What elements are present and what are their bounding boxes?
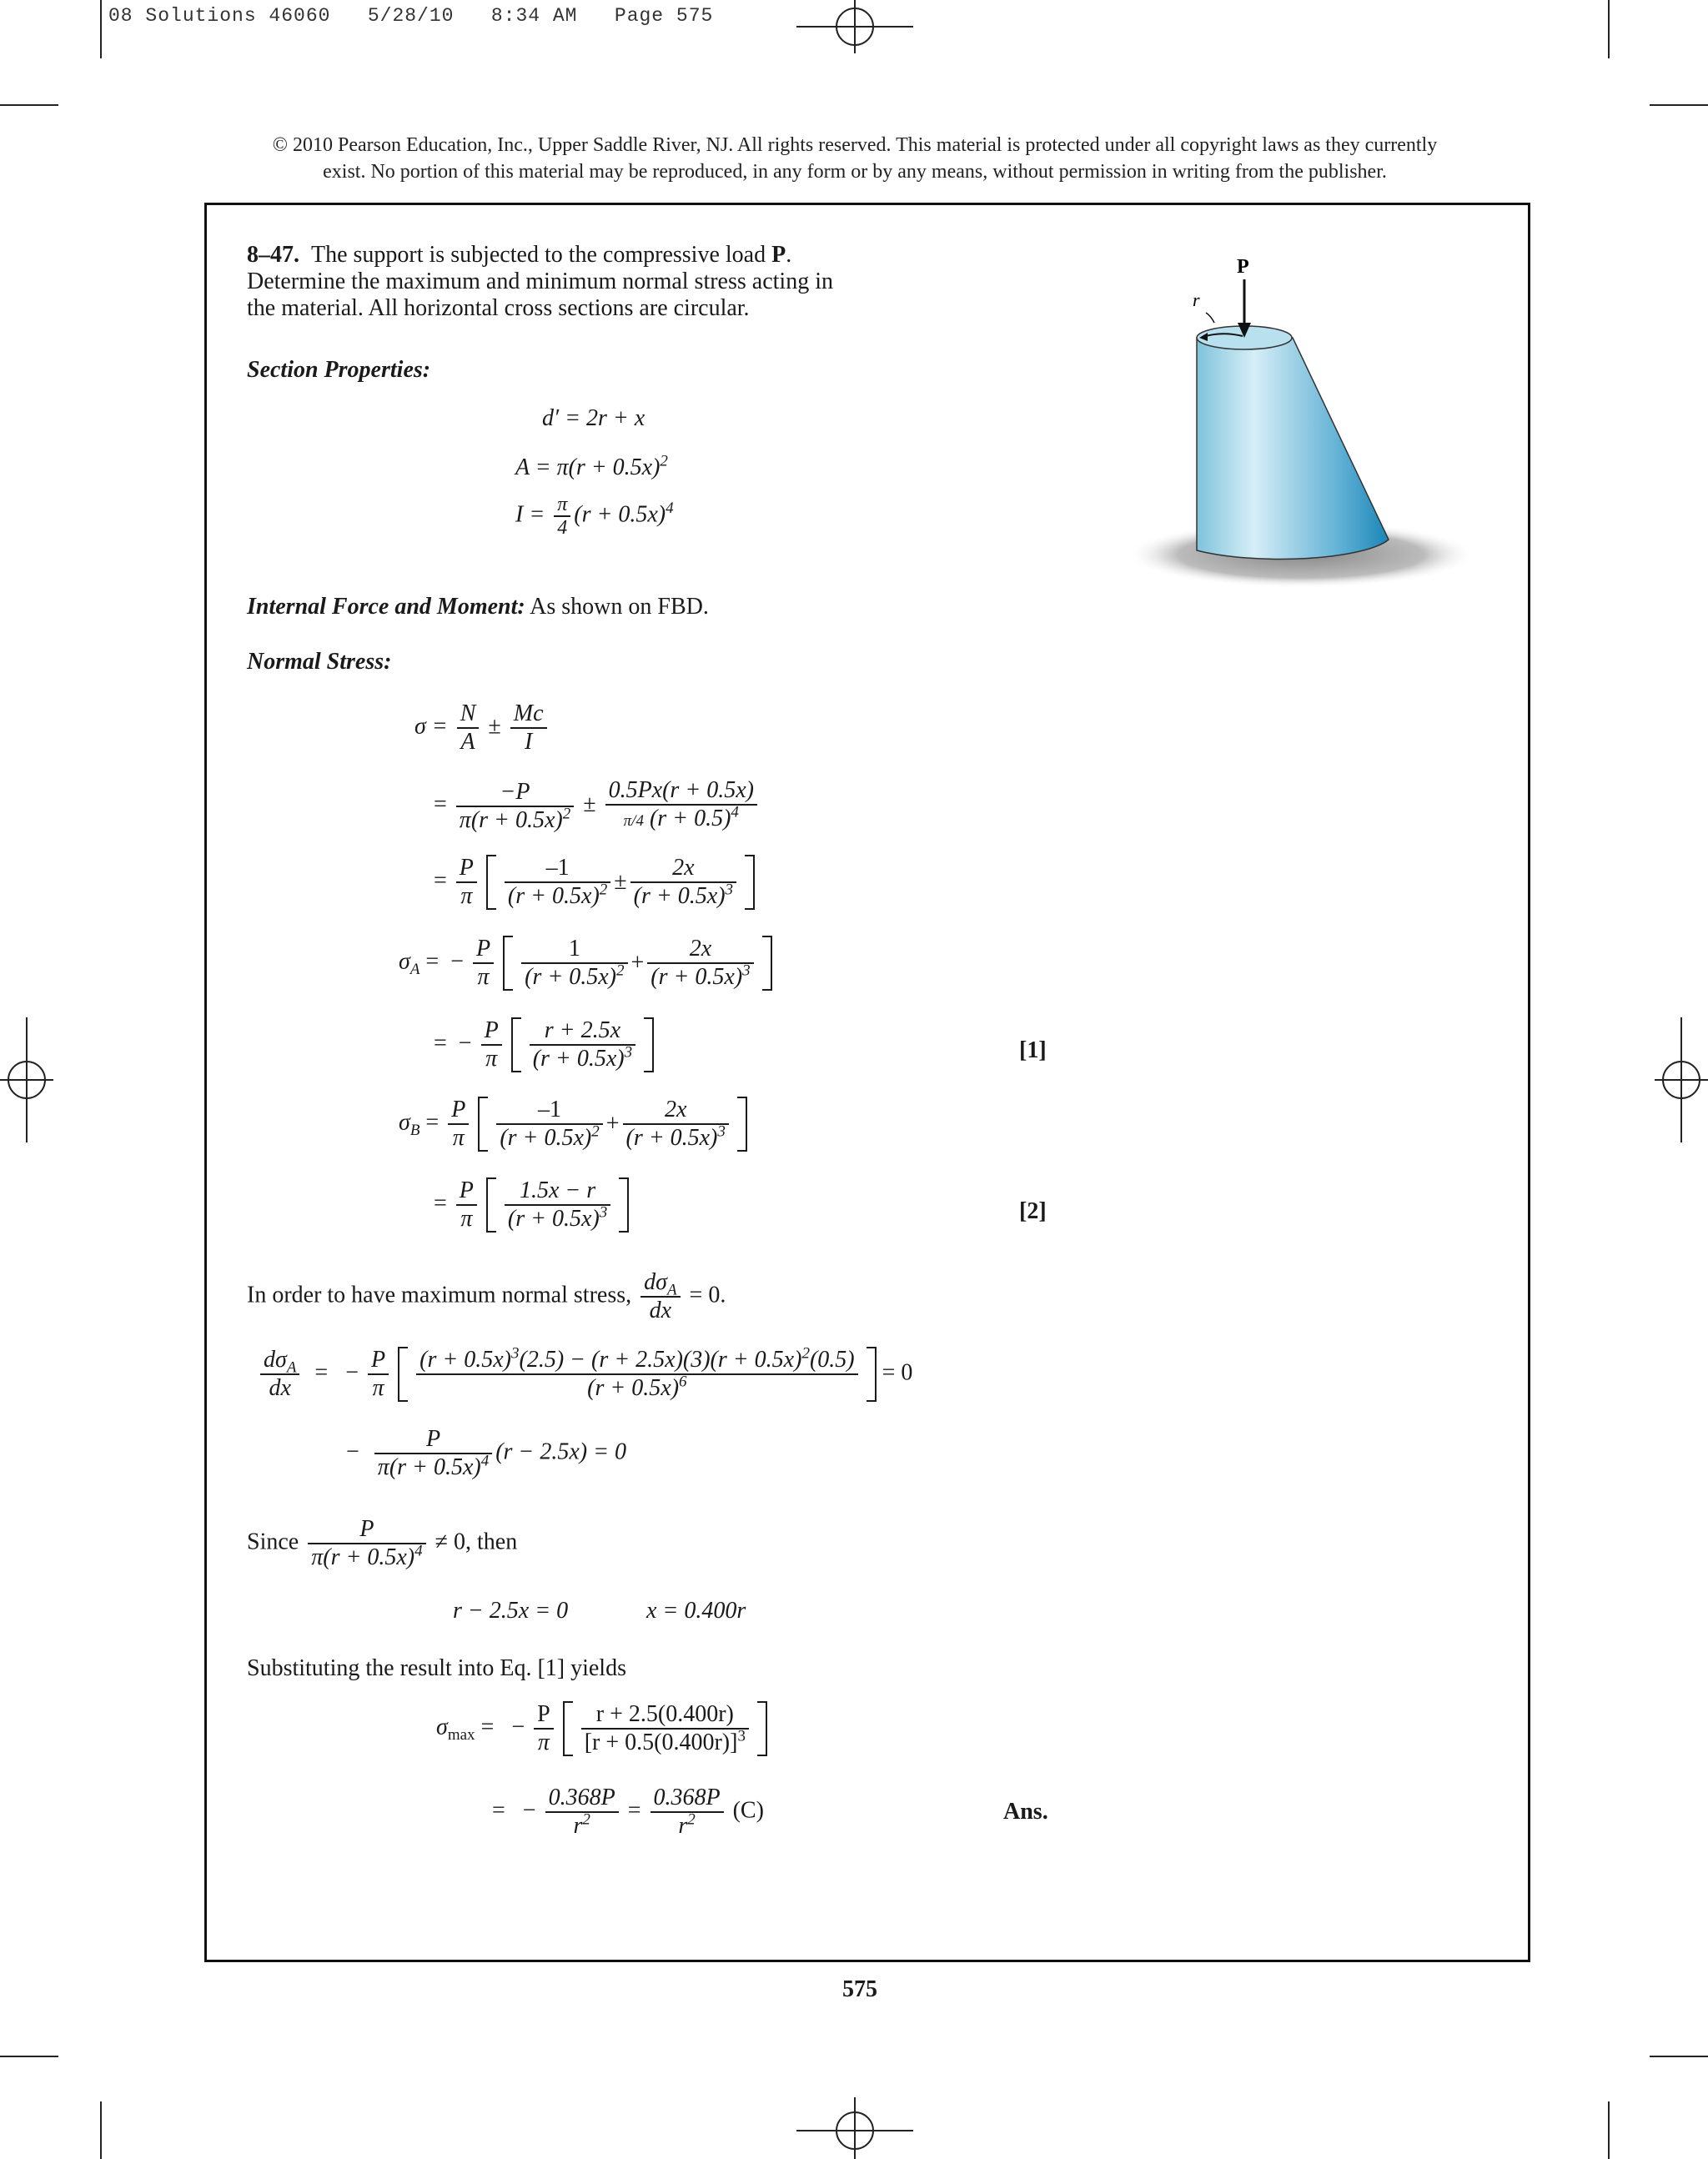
internal-force-text: As shown on FBD. xyxy=(525,594,709,620)
registration-mark xyxy=(1650,1017,1708,1142)
crop-mark xyxy=(1608,2101,1610,2159)
num-p: P xyxy=(473,936,494,964)
figure-radius-label: r xyxy=(1193,289,1200,310)
plus-minus: ± xyxy=(614,869,627,895)
num-p: P xyxy=(481,1017,502,1046)
problem-text-2: . Determine the maximum and minimum normal stress acting in the material. All horizontal cross sections are circular. xyxy=(247,242,833,321)
exponent: 2 xyxy=(660,452,668,470)
sub-a: A xyxy=(666,1281,677,1299)
den-pi: π xyxy=(485,1046,498,1072)
exponent: 2 xyxy=(599,881,608,899)
sub-a: A xyxy=(286,1358,297,1377)
result-num: 0.368P xyxy=(651,1785,724,1813)
exponent: 2 xyxy=(582,1810,590,1829)
sigma-b: σ xyxy=(399,1109,410,1136)
minus: − xyxy=(345,1359,359,1386)
equals: = xyxy=(627,1797,641,1824)
sub-b: B xyxy=(409,1122,420,1140)
equals: = xyxy=(434,1190,447,1217)
exponent: 3 xyxy=(742,962,751,980)
registration-mark xyxy=(796,0,913,58)
max-den: [r + 0.5(0.400r)] xyxy=(584,1730,738,1755)
eq-derivative-simplified xyxy=(346,1426,626,1481)
problem-statement xyxy=(247,242,847,322)
support-body xyxy=(1197,338,1389,559)
minus: − xyxy=(511,1714,525,1740)
sigma-a: σ xyxy=(399,948,410,975)
crop-mark xyxy=(1608,0,1610,58)
minus: − xyxy=(522,1797,536,1824)
exponent: 3 xyxy=(624,1043,633,1062)
minus: − xyxy=(458,1030,472,1057)
substitution-text: Substituting the result into Eq. [1] yields xyxy=(247,1655,626,1681)
exponent: 2 xyxy=(616,962,625,980)
support-figure xyxy=(1118,246,1484,596)
result-num: 0.368P xyxy=(545,1785,619,1813)
equation-number-1: [1] xyxy=(1019,1037,1047,1063)
crop-mark xyxy=(1650,104,1708,106)
long-num-b: (2.5) − (r + 2.5x)(3)(r + 0.5x) xyxy=(519,1347,802,1373)
problem-number: 8–47. xyxy=(247,242,299,268)
copyright-notice xyxy=(167,132,1543,185)
long-den: (r + 0.5x) xyxy=(587,1375,680,1401)
eq-sigma-substituted xyxy=(434,777,761,835)
den-pi: π xyxy=(537,1730,550,1755)
equals: = xyxy=(425,948,440,975)
d-sigma: dσ xyxy=(644,1269,667,1295)
crop-mark xyxy=(0,104,58,106)
eq-since xyxy=(247,1516,517,1571)
result-den: r xyxy=(573,1813,583,1839)
den-rp: (r + 0.5x) xyxy=(532,1046,625,1072)
crop-mark xyxy=(100,2101,102,2159)
den-inertia: (r + 0.5) xyxy=(649,806,731,831)
page-number: 575 xyxy=(842,1976,877,2002)
figure-load-label: P xyxy=(1237,256,1249,278)
den-rp: (r + 0.5x) xyxy=(525,964,616,990)
compression-label: (C) xyxy=(732,1797,764,1824)
section-properties-heading: Section Properties: xyxy=(247,357,431,383)
den-a: A xyxy=(460,729,475,755)
den-area: π(r + 0.5x) xyxy=(459,806,563,833)
dx: dx xyxy=(269,1375,291,1401)
eq-sigma-max-result xyxy=(492,1785,764,1840)
exponent: 6 xyxy=(679,1373,687,1391)
plus: + xyxy=(630,950,645,976)
sigma-max: σ xyxy=(436,1714,448,1740)
copyright-line-2: exist. No portion of this material may be reproduced, in any form or by any means, without permission in writing from the publisher. xyxy=(323,161,1387,183)
num-neg-p: −P xyxy=(456,779,574,807)
exponent: 4 xyxy=(480,1452,490,1470)
plus-minus: ± xyxy=(583,791,596,817)
equals: = xyxy=(434,1030,447,1057)
exponent: 4 xyxy=(666,500,674,518)
den-area: π(r + 0.5x) xyxy=(377,1454,481,1480)
den-pi: π xyxy=(372,1375,384,1401)
num-mc: Mc xyxy=(510,700,547,729)
problem-text-1: The support is subjected to the compressive load xyxy=(311,242,772,268)
sub-a: A xyxy=(409,961,420,979)
crop-mark xyxy=(0,2056,58,2057)
not-equal-text: ≠ 0, then xyxy=(435,1529,518,1555)
num-two-x: 2x xyxy=(630,855,736,883)
exponent: 2 xyxy=(562,805,571,823)
eq-area xyxy=(515,454,668,481)
equals: = xyxy=(314,1359,329,1386)
num-15x-r: 1.5x − r xyxy=(505,1177,610,1206)
inertia-rhs: (r + 0.5x) xyxy=(574,501,666,528)
num-n: N xyxy=(457,700,480,729)
den-pi: π xyxy=(460,1206,473,1232)
internal-force-heading: Internal Force and Moment: xyxy=(247,594,525,620)
den-rp: (r + 0.5x) xyxy=(507,883,600,909)
eq-inertia xyxy=(515,494,674,539)
normal-stress-heading: Normal Stress: xyxy=(247,649,392,675)
answer-label: Ans. xyxy=(1003,1799,1048,1825)
eq-sigma-a-simplified xyxy=(434,1017,654,1072)
eq-solve-2: x = 0.400r xyxy=(646,1598,746,1624)
exponent: 3 xyxy=(737,1727,746,1745)
long-num-c: (0.5) xyxy=(809,1347,855,1373)
num-two-x: 2x xyxy=(647,936,753,964)
equals: = xyxy=(434,791,447,817)
equation-number-2: [2] xyxy=(1019,1198,1047,1224)
num-two-x: 2x xyxy=(623,1097,729,1125)
internal-force-line xyxy=(247,594,709,620)
num-neg-one: –1 xyxy=(505,855,610,883)
inertia-num: π xyxy=(554,494,570,517)
long-num-a: (r + 0.5x) xyxy=(419,1347,511,1373)
crop-mark xyxy=(1650,2056,1708,2057)
eq-sigma-a xyxy=(399,936,772,991)
plus-minus: ± xyxy=(488,713,501,740)
num-neg-one: –1 xyxy=(496,1097,602,1125)
num-p: P xyxy=(374,1426,492,1454)
load-symbol: P xyxy=(771,242,786,268)
print-slug: 08 Solutions 46060 5/28/10 8:34 AM Page 575 xyxy=(108,5,714,27)
eq-sigma-general xyxy=(414,700,550,756)
num-p: P xyxy=(534,1701,554,1730)
eq-d-prime: d′ = 2r + x xyxy=(542,405,646,431)
d-sigma: dσ xyxy=(264,1347,287,1373)
minus: − xyxy=(346,1438,359,1465)
exponent: 2 xyxy=(591,1122,600,1141)
equals-zero: = 0. xyxy=(689,1282,726,1308)
derivative-intro: In order to have maximum normal stress, xyxy=(247,1282,632,1308)
dx: dx xyxy=(649,1298,672,1323)
num-p: P xyxy=(448,1097,469,1125)
copyright-line-1: © 2010 Pearson Education, Inc., Upper Saddle River, NJ. All rights reserved. This material is protected under all copyright laws as they currently xyxy=(272,134,1438,156)
equals-zero: = 0 xyxy=(882,1359,913,1386)
num-p: P xyxy=(308,1516,425,1544)
num-r-25x: r + 2.5x xyxy=(530,1017,635,1046)
exponent: 4 xyxy=(731,803,739,821)
area-expression: A = π(r + 0.5x) xyxy=(515,454,661,480)
den-rp: (r + 0.5x) xyxy=(651,964,743,990)
num-one: 1 xyxy=(521,936,627,964)
max-num: r + 2.5(0.400r) xyxy=(581,1701,749,1730)
equals: = xyxy=(492,1797,505,1824)
num-moment: 0.5Px(r + 0.5x) xyxy=(605,777,757,806)
registration-mark xyxy=(0,1017,58,1142)
exponent: 2 xyxy=(801,1344,810,1363)
den-rp: (r + 0.5x) xyxy=(507,1206,600,1232)
eq-sigma-max xyxy=(436,1701,767,1756)
num-p: P xyxy=(456,855,477,883)
den-pi: π xyxy=(452,1125,465,1151)
den-rp: (r + 0.5x) xyxy=(500,1125,592,1151)
registration-mark xyxy=(796,2097,913,2159)
eq-sigma-b xyxy=(399,1097,747,1152)
eq-sigma-factored xyxy=(434,855,755,910)
exponent: 3 xyxy=(725,881,734,899)
eq-solve-1: r − 2.5x = 0 xyxy=(453,1598,569,1624)
equals: = xyxy=(425,1109,440,1136)
den-pi: π xyxy=(460,883,473,909)
minus: − xyxy=(450,948,465,975)
exponent: 3 xyxy=(511,1344,520,1363)
eq-sigma-b-simplified xyxy=(434,1177,629,1233)
den-rp: (r + 0.5x) xyxy=(633,883,726,909)
since-text: Since xyxy=(247,1529,299,1555)
den-i: I xyxy=(524,729,533,755)
plus: + xyxy=(605,1111,620,1137)
den-rp: (r + 0.5x) xyxy=(625,1125,718,1151)
eq-derivative-expanded xyxy=(257,1344,913,1402)
derivative-rest: (r − 2.5x) = 0 xyxy=(495,1438,626,1465)
equals: = xyxy=(480,1714,495,1740)
crop-mark xyxy=(100,0,102,58)
inertia-lhs: I = xyxy=(515,501,545,528)
sigma-lhs: σ = xyxy=(414,713,448,740)
den-area: π(r + 0.5x) xyxy=(311,1544,415,1570)
eq-derivative-condition xyxy=(247,1269,726,1324)
quarter-pi: π/4 xyxy=(623,812,644,830)
result-den: r xyxy=(678,1813,688,1839)
exponent: 2 xyxy=(687,1810,696,1829)
sub-max: max xyxy=(447,1726,475,1745)
inertia-den: 4 xyxy=(557,517,568,539)
exponent: 3 xyxy=(599,1203,608,1222)
exponent: 3 xyxy=(717,1122,726,1141)
equals: = xyxy=(434,867,447,894)
num-p: P xyxy=(456,1177,477,1206)
exponent: 4 xyxy=(414,1542,423,1560)
den-pi: π xyxy=(477,964,490,990)
num-p: P xyxy=(368,1347,389,1375)
